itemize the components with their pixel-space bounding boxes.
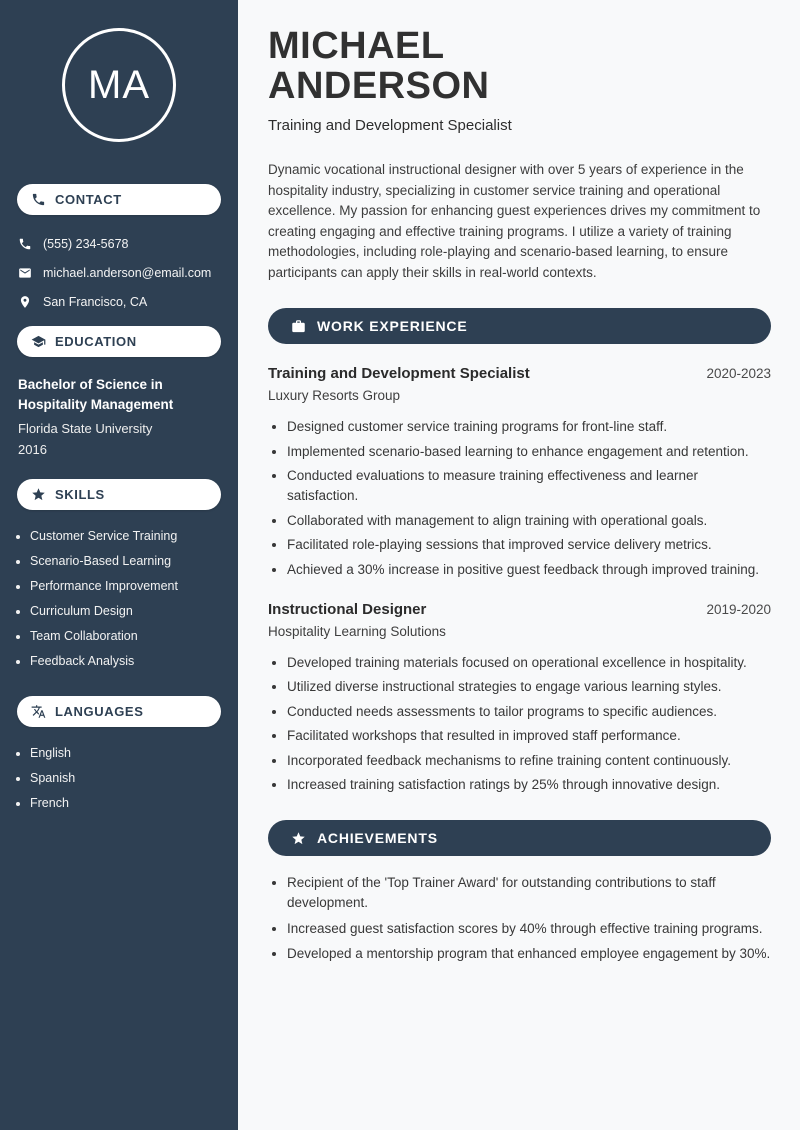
star-icon <box>31 487 46 502</box>
job-bullet: • Conducted needs assessments to tailor programs to specific audiences. <box>287 702 771 722</box>
contact-section-title: CONTACT <box>55 192 122 207</box>
education-year: 2016 <box>18 442 47 457</box>
job-bullet: • Utilized diverse instructional strategies to engage various learning styles. <box>287 677 771 697</box>
achievement-item: • Recipient of the 'Top Trainer Award' for outstanding contributions to staff development. <box>287 873 771 913</box>
skill-item: • Feedback Analysis <box>30 649 238 674</box>
candidate-name-line2: ANDERSON <box>268 65 490 107</box>
achievement-item: • Developed a mentorship program that enhanced employee engagement by 30%. <box>287 944 771 964</box>
job-bullet: • Collaborated with management to align training with operational goals. <box>287 511 771 531</box>
skill-item: • Scenario-Based Learning <box>30 549 238 574</box>
star-icon <box>291 831 306 846</box>
language-item: • English <box>30 741 238 766</box>
phone-icon <box>31 192 46 207</box>
sidebar <box>0 0 238 1130</box>
avatar <box>62 28 176 142</box>
work-experience-title: WORK EXPERIENCE <box>317 318 468 334</box>
skills-list <box>0 524 238 674</box>
job-bullet: • Achieved a 30% increase in positive guest feedback through improved training. <box>287 560 771 580</box>
job-company: Hospitality Learning Solutions <box>268 623 446 639</box>
candidate-title: Training and Development Specialist <box>268 117 512 134</box>
contact-section-header <box>17 184 221 215</box>
skills-section <box>0 479 238 674</box>
job-bullet-list <box>268 417 771 580</box>
work-experience-section-header <box>268 308 771 344</box>
contact-phone-value: (555) 234-5678 <box>43 237 129 251</box>
skills-section-header <box>17 479 221 510</box>
main-content <box>238 0 800 1130</box>
skill-item: • Customer Service Training <box>30 524 238 549</box>
job-entry <box>268 365 771 580</box>
briefcase-icon <box>291 319 306 334</box>
education-section-header <box>17 326 221 357</box>
job-company: Luxury Resorts Group <box>268 388 401 403</box>
language-item: • French <box>30 791 238 816</box>
skill-item: • Performance Improvement <box>30 574 238 599</box>
contact-item-email <box>18 266 238 280</box>
graduation-cap-icon <box>31 334 46 349</box>
job-dates: 2020-2023 <box>706 366 771 381</box>
job-bullet-list <box>268 653 771 796</box>
languages-section-header <box>17 696 221 727</box>
phone-icon <box>18 237 32 251</box>
job-bullet: • Developed training materials focused on operational excellence in hospitality. <box>287 653 771 673</box>
education-section-title: EDUCATION <box>55 334 137 349</box>
education-entry <box>18 375 220 457</box>
contact-list <box>18 237 238 309</box>
job-entry <box>268 601 771 796</box>
education-school: Florida State University <box>18 421 153 436</box>
job-bullet: • Conducted evaluations to measure training effectiveness and learner satisfaction. <box>287 466 771 506</box>
contact-email-value: michael.anderson@email.com <box>43 266 212 280</box>
mail-icon <box>18 266 32 280</box>
contact-section <box>0 184 238 309</box>
avatar-initials: MA <box>88 62 150 107</box>
job-header <box>268 601 771 618</box>
candidate-name-line1: MICHAEL <box>268 25 445 67</box>
achievement-item: • Increased guest satisfaction scores by 40% through effective training programs. <box>287 919 771 939</box>
job-bullet: • Facilitated role-playing sessions that improved service delivery metrics. <box>287 535 771 555</box>
candidate-name <box>268 26 771 106</box>
job-title: Instructional Designer <box>268 600 427 618</box>
achievements-section-header <box>268 820 771 856</box>
languages-section-title: LANGUAGES <box>55 704 144 719</box>
languages-list <box>0 741 238 816</box>
languages-section <box>0 696 238 816</box>
job-title: Training and Development Specialist <box>268 365 530 382</box>
job-bullet: • Designed customer service training programs for front-line staff. <box>287 417 771 437</box>
translate-icon <box>31 704 46 719</box>
job-bullet: • Increased training satisfaction ratings by 25% through innovative design. <box>287 775 771 795</box>
job-bullet: • Incorporated feedback mechanisms to refine training content continuously. <box>287 751 771 771</box>
achievements-list <box>268 873 771 964</box>
language-item: • Spanish <box>30 766 238 791</box>
contact-item-phone <box>18 237 238 251</box>
job-bullet: • Facilitated workshops that resulted in improved staff performance. <box>287 726 771 746</box>
education-degree: Bachelor of Science in Hospitality Management <box>18 377 174 412</box>
job-header <box>268 365 771 382</box>
skill-item: • Curriculum Design <box>30 599 238 624</box>
skills-section-title: SKILLS <box>55 487 105 502</box>
job-bullet: • Implemented scenario-based learning to enhance engagement and retention. <box>287 442 771 462</box>
skill-item: • Team Collaboration <box>30 624 238 649</box>
location-icon <box>18 295 32 309</box>
summary-paragraph: Dynamic vocational instructional designer with over 5 years of experience in the hospitality industry, specializing in customer service training and operational excellence. My passion for enhancing guest experiences drives my commitment to creating engaging and effective training programs. I utilize a variety of training methodologies, including role-playing and scenario-based learning, to ensure participants can apply their skills in real-world contexts. <box>268 162 761 280</box>
job-dates: 2019-2020 <box>706 601 771 617</box>
contact-location-value: San Francisco, CA <box>43 295 148 309</box>
achievements-title: ACHIEVEMENTS <box>317 830 438 846</box>
education-section <box>0 326 238 457</box>
contact-item-location <box>18 295 238 309</box>
